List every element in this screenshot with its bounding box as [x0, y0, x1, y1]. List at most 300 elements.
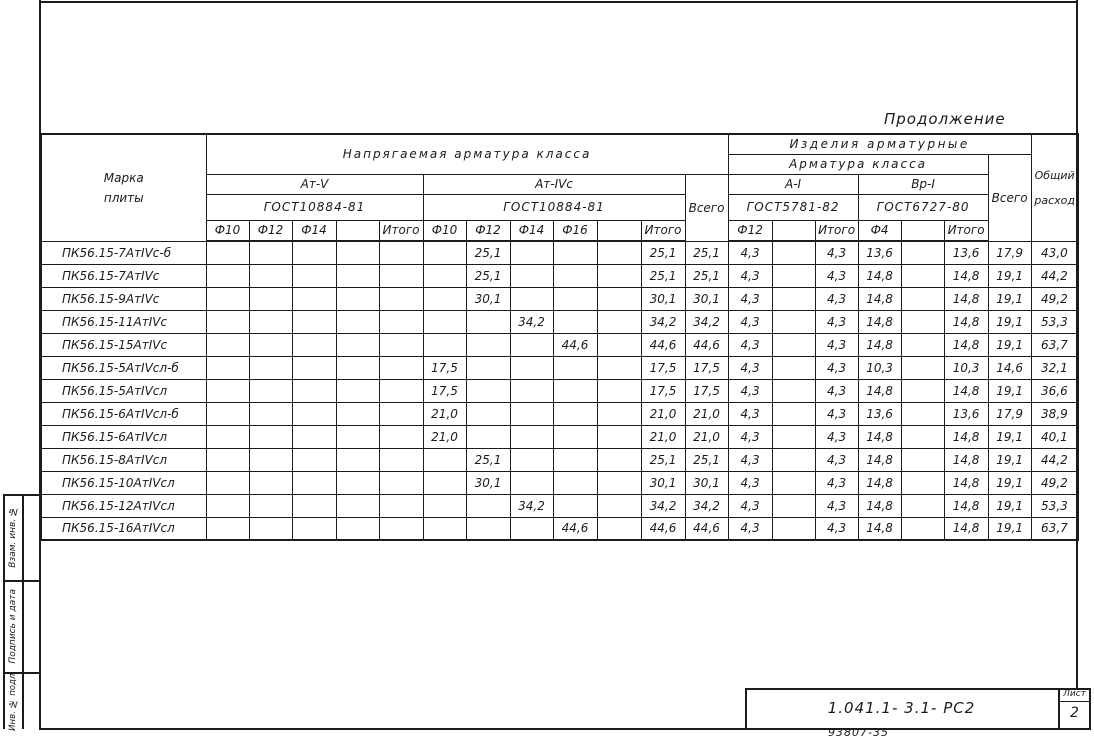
value-cell: [379, 241, 423, 264]
value-cell: [901, 494, 944, 517]
table-row: [41, 333, 1078, 356]
value-cell: [379, 310, 423, 333]
slab-mark-cell: ПК56.15-6АтIVсл: [41, 425, 206, 448]
document-designation: 1.041.1- 3.1- РС2: [827, 699, 976, 717]
value-cell: 44,2: [1031, 264, 1078, 287]
value-cell: 17,5: [423, 356, 466, 379]
slab-mark-cell: ПК56.15-9АтIVс: [41, 287, 206, 310]
value-cell: 34,2: [685, 310, 728, 333]
value-cell: 30,1: [685, 471, 728, 494]
table-row: [41, 448, 1078, 471]
value-cell: 4,3: [728, 448, 772, 471]
gost-at4c-header: ГОСТ10884-81: [423, 194, 685, 220]
frame-bottom-line: [40, 728, 1091, 730]
value-cell: [510, 379, 553, 402]
value-cell: [466, 356, 510, 379]
value-cell: 44,6: [553, 517, 597, 540]
value-cell: [292, 494, 336, 517]
value-cell: [206, 356, 249, 379]
value-cell: [379, 287, 423, 310]
value-cell: [206, 402, 249, 425]
value-cell: 14,8: [858, 287, 901, 310]
table-row: [41, 379, 1078, 402]
value-cell: [292, 379, 336, 402]
frame-top-line: [40, 1, 1078, 3]
value-cell: [249, 356, 292, 379]
value-cell: [597, 287, 641, 310]
value-cell: [772, 402, 815, 425]
value-cell: [336, 356, 379, 379]
value-cell: 4,3: [815, 356, 858, 379]
value-cell: [553, 471, 597, 494]
value-cell: 4,3: [815, 425, 858, 448]
value-cell: 25,1: [641, 448, 685, 471]
value-cell: 14,8: [858, 448, 901, 471]
value-cell: 14,8: [858, 310, 901, 333]
value-cell: [901, 471, 944, 494]
gost-at5-header: ГОСТ10884-81: [206, 194, 423, 220]
value-cell: 17,5: [685, 356, 728, 379]
value-cell: [901, 356, 944, 379]
value-cell: 21,0: [423, 425, 466, 448]
value-cell: [379, 494, 423, 517]
value-cell: [772, 287, 815, 310]
value-cell: 34,2: [641, 310, 685, 333]
value-cell: [510, 264, 553, 287]
value-cell: 14,6: [988, 356, 1031, 379]
value-cell: [597, 241, 641, 264]
value-cell: [772, 379, 815, 402]
value-cell: 13,6: [944, 241, 988, 264]
value-cell: [206, 241, 249, 264]
slab-mark-cell: ПК56.15-8АтIVсл: [41, 448, 206, 471]
value-cell: 53,3: [1031, 494, 1078, 517]
value-cell: [901, 379, 944, 402]
value-cell: [206, 425, 249, 448]
value-cell: [249, 264, 292, 287]
value-cell: [510, 287, 553, 310]
value-cell: 14,8: [858, 517, 901, 540]
value-cell: 4,3: [815, 264, 858, 287]
subcol-header: Итого: [379, 220, 423, 241]
value-cell: 4,3: [815, 333, 858, 356]
value-cell: [901, 448, 944, 471]
stamp-signature-date: [4, 580, 22, 672]
slab-mark-cell: ПК56.15-10АтIVсл: [41, 471, 206, 494]
value-cell: [379, 356, 423, 379]
subcol-header: Ф12: [466, 220, 510, 241]
stamp-divider-line: [22, 494, 24, 729]
value-cell: 4,3: [728, 379, 772, 402]
value-cell: [423, 264, 466, 287]
mark-header: [41, 134, 206, 241]
value-cell: [510, 425, 553, 448]
value-cell: 19,1: [988, 310, 1031, 333]
value-cell: 53,3: [1031, 310, 1078, 333]
value-cell: [772, 264, 815, 287]
value-cell: [292, 402, 336, 425]
value-cell: 4,3: [815, 241, 858, 264]
value-cell: 4,3: [728, 287, 772, 310]
subcol-header: Ф10: [423, 220, 466, 241]
value-cell: 19,1: [988, 333, 1031, 356]
value-cell: [423, 471, 466, 494]
value-cell: [292, 310, 336, 333]
class-a1-header: А-I: [728, 174, 858, 194]
value-cell: 17,5: [641, 356, 685, 379]
value-cell: 30,1: [685, 287, 728, 310]
slab-mark-cell: ПК56.15-5АтIVсл-б: [41, 356, 206, 379]
prestressed-header: Напрягаемая арматура класса: [206, 134, 728, 174]
value-cell: [292, 425, 336, 448]
subcol-header: Ф16: [553, 220, 597, 241]
value-cell: 21,0: [641, 402, 685, 425]
value-cell: 14,8: [858, 379, 901, 402]
subcol-header: [772, 220, 815, 241]
value-cell: 49,2: [1031, 287, 1078, 310]
value-cell: 34,2: [641, 494, 685, 517]
value-cell: [597, 356, 641, 379]
value-cell: [510, 356, 553, 379]
value-cell: 40,1: [1031, 425, 1078, 448]
value-cell: [336, 333, 379, 356]
value-cell: [206, 494, 249, 517]
value-cell: [466, 425, 510, 448]
value-cell: 63,7: [1031, 517, 1078, 540]
value-cell: 19,1: [988, 425, 1031, 448]
value-cell: [553, 425, 597, 448]
value-cell: [379, 425, 423, 448]
value-cell: [336, 264, 379, 287]
slab-mark-cell: ПК56.15-5АтIVсл: [41, 379, 206, 402]
value-cell: 25,1: [466, 241, 510, 264]
value-cell: [901, 425, 944, 448]
value-cell: [553, 241, 597, 264]
mark-header-label: Марка плиты: [103, 170, 144, 205]
value-cell: [249, 448, 292, 471]
value-cell: [379, 402, 423, 425]
value-cell: [423, 494, 466, 517]
table-row: [41, 402, 1078, 425]
value-cell: [249, 425, 292, 448]
value-cell: 25,1: [685, 264, 728, 287]
value-cell: 25,1: [466, 264, 510, 287]
value-cell: [553, 494, 597, 517]
value-cell: [772, 471, 815, 494]
value-cell: 30,1: [641, 471, 685, 494]
stamp-replace-inv: [4, 494, 22, 580]
value-cell: [423, 333, 466, 356]
value-cell: [510, 517, 553, 540]
value-cell: [901, 310, 944, 333]
value-cell: [553, 379, 597, 402]
value-cell: 21,0: [685, 425, 728, 448]
value-cell: [206, 287, 249, 310]
value-cell: [466, 379, 510, 402]
value-cell: 10,3: [944, 356, 988, 379]
table-row: [41, 425, 1078, 448]
table-row: [41, 356, 1078, 379]
value-cell: [336, 471, 379, 494]
value-cell: 19,1: [988, 517, 1031, 540]
value-cell: 14,8: [944, 379, 988, 402]
subcol-header: Ф12: [728, 220, 772, 241]
total-consumption-label: Общий расход: [1034, 168, 1075, 207]
value-cell: [597, 494, 641, 517]
value-cell: 4,3: [728, 494, 772, 517]
value-cell: 44,6: [641, 517, 685, 540]
value-cell: 19,1: [988, 287, 1031, 310]
value-cell: [901, 264, 944, 287]
value-cell: 21,0: [641, 425, 685, 448]
table-row: [41, 310, 1078, 333]
slab-mark-cell: ПК56.15-12АтIVсл: [41, 494, 206, 517]
value-cell: 30,1: [466, 471, 510, 494]
value-cell: 4,3: [815, 494, 858, 517]
value-cell: 13,6: [944, 402, 988, 425]
stamp-signature-date-label: Подпись и дата: [8, 588, 18, 664]
subcol-header: Итого: [641, 220, 685, 241]
header-row-1: [41, 134, 1078, 154]
value-cell: [901, 287, 944, 310]
table-body: [41, 241, 1078, 540]
value-cell: [772, 517, 815, 540]
value-cell: [772, 494, 815, 517]
value-cell: 14,8: [944, 333, 988, 356]
value-cell: [336, 402, 379, 425]
table-row: [41, 241, 1078, 264]
prestressed-total-header: Всего: [685, 174, 728, 241]
value-cell: 38,9: [1031, 402, 1078, 425]
value-cell: [379, 333, 423, 356]
value-cell: [772, 310, 815, 333]
slab-mark-cell: ПК56.15-7АтIVс: [41, 264, 206, 287]
value-cell: [553, 264, 597, 287]
value-cell: [597, 379, 641, 402]
value-cell: 19,1: [988, 494, 1031, 517]
slab-mark-cell: ПК56.15-6АтIVсл-б: [41, 402, 206, 425]
reinforcement-table: [40, 133, 1079, 541]
subcol-header: [901, 220, 944, 241]
value-cell: [510, 333, 553, 356]
slab-mark-cell: ПК56.15-15АтIVс: [41, 333, 206, 356]
stamp-replace-inv-label: Взам. инв. №: [8, 506, 18, 568]
value-cell: [292, 517, 336, 540]
value-cell: 17,5: [641, 379, 685, 402]
value-cell: 14,8: [858, 333, 901, 356]
value-cell: [466, 310, 510, 333]
value-cell: [292, 241, 336, 264]
slab-mark-cell: ПК56.15-7АтIVс-б: [41, 241, 206, 264]
value-cell: 34,2: [510, 310, 553, 333]
value-cell: [206, 264, 249, 287]
value-cell: [249, 333, 292, 356]
value-cell: 25,1: [466, 448, 510, 471]
value-cell: [901, 517, 944, 540]
subcol-header: Ф10: [206, 220, 249, 241]
value-cell: [206, 448, 249, 471]
value-cell: 19,1: [988, 448, 1031, 471]
value-cell: 17,9: [988, 402, 1031, 425]
slab-mark-cell: ПК56.15-16АтIVсл: [41, 517, 206, 540]
value-cell: [772, 333, 815, 356]
value-cell: [597, 333, 641, 356]
value-cell: [597, 264, 641, 287]
value-cell: [336, 494, 379, 517]
value-cell: 4,3: [815, 379, 858, 402]
value-cell: [292, 471, 336, 494]
value-cell: 14,8: [858, 494, 901, 517]
gost-vr1-header: ГОСТ6727-80: [858, 194, 988, 220]
value-cell: 17,9: [988, 241, 1031, 264]
value-cell: 14,8: [944, 310, 988, 333]
table-row: [41, 471, 1078, 494]
value-cell: 13,6: [858, 402, 901, 425]
gost-a1-header: ГОСТ5781-82: [728, 194, 858, 220]
value-cell: [772, 241, 815, 264]
sheet-number: 2: [1070, 705, 1079, 721]
value-cell: 14,8: [944, 448, 988, 471]
value-cell: [553, 356, 597, 379]
value-cell: [772, 448, 815, 471]
value-cell: 14,8: [944, 471, 988, 494]
value-cell: 4,3: [728, 471, 772, 494]
value-cell: [379, 379, 423, 402]
value-cell: 14,8: [944, 264, 988, 287]
value-cell: [379, 448, 423, 471]
value-cell: 4,3: [728, 333, 772, 356]
value-cell: [423, 287, 466, 310]
class-at5-header: Ат-V: [206, 174, 423, 194]
value-cell: [206, 517, 249, 540]
subcol-header: Ф4: [858, 220, 901, 241]
value-cell: 25,1: [685, 241, 728, 264]
value-cell: [466, 517, 510, 540]
class-at4c-header: Ат-IVс: [423, 174, 685, 194]
value-cell: [249, 402, 292, 425]
value-cell: [206, 333, 249, 356]
value-cell: [249, 241, 292, 264]
value-cell: 34,2: [510, 494, 553, 517]
value-cell: [249, 471, 292, 494]
value-cell: 4,3: [815, 402, 858, 425]
value-cell: [206, 310, 249, 333]
value-cell: [597, 425, 641, 448]
value-cell: 4,3: [815, 448, 858, 471]
value-cell: 4,3: [815, 517, 858, 540]
class-vr1-header: Вр-I: [858, 174, 988, 194]
value-cell: 44,6: [553, 333, 597, 356]
value-cell: [466, 494, 510, 517]
value-cell: [249, 310, 292, 333]
title-block-top-line: [745, 688, 1091, 690]
value-cell: [336, 287, 379, 310]
value-cell: [553, 310, 597, 333]
value-cell: 34,2: [685, 494, 728, 517]
value-cell: 25,1: [685, 448, 728, 471]
value-cell: [901, 333, 944, 356]
rebar-class-header: Арматура класса: [728, 154, 988, 174]
subcol-header: Ф14: [292, 220, 336, 241]
value-cell: 4,3: [728, 264, 772, 287]
value-cell: [597, 517, 641, 540]
value-cell: 19,1: [988, 471, 1031, 494]
value-cell: 14,8: [944, 425, 988, 448]
value-cell: [553, 448, 597, 471]
table-row: [41, 287, 1078, 310]
value-cell: [292, 333, 336, 356]
items-total-header: Всего: [988, 154, 1031, 241]
value-cell: 44,6: [641, 333, 685, 356]
value-cell: [249, 379, 292, 402]
value-cell: [772, 356, 815, 379]
value-cell: 4,3: [728, 310, 772, 333]
value-cell: [206, 379, 249, 402]
value-cell: [292, 287, 336, 310]
subcol-header: Ф12: [249, 220, 292, 241]
subcol-header: Ф14: [510, 220, 553, 241]
value-cell: 30,1: [641, 287, 685, 310]
value-cell: 4,3: [728, 241, 772, 264]
value-cell: 49,2: [1031, 471, 1078, 494]
value-cell: [379, 517, 423, 540]
value-cell: [553, 402, 597, 425]
value-cell: [292, 356, 336, 379]
value-cell: [510, 241, 553, 264]
value-cell: [423, 448, 466, 471]
value-cell: 44,2: [1031, 448, 1078, 471]
value-cell: 10,3: [858, 356, 901, 379]
value-cell: [510, 448, 553, 471]
value-cell: [423, 241, 466, 264]
value-cell: [466, 333, 510, 356]
products-header: Изделия арматурные: [728, 134, 1031, 154]
value-cell: [336, 241, 379, 264]
value-cell: [772, 425, 815, 448]
value-cell: 4,3: [728, 425, 772, 448]
value-cell: 4,3: [815, 471, 858, 494]
value-cell: 4,3: [815, 287, 858, 310]
value-cell: 30,1: [466, 287, 510, 310]
value-cell: 43,0: [1031, 241, 1078, 264]
value-cell: [423, 517, 466, 540]
value-cell: 32,1: [1031, 356, 1078, 379]
continuation-label: Продолжение: [884, 110, 1006, 128]
value-cell: 14,8: [944, 494, 988, 517]
value-cell: 4,3: [728, 517, 772, 540]
value-cell: [206, 471, 249, 494]
value-cell: 4,3: [728, 356, 772, 379]
value-cell: [510, 471, 553, 494]
table-row: [41, 517, 1078, 540]
value-cell: [423, 310, 466, 333]
value-cell: 21,0: [685, 402, 728, 425]
sheet-label: Лист: [1063, 689, 1086, 699]
slab-mark-cell: ПК56.15-11АтIVс: [41, 310, 206, 333]
sheet-cell-hline: [1058, 701, 1090, 702]
value-cell: [379, 264, 423, 287]
value-cell: 13,6: [858, 241, 901, 264]
value-cell: 17,5: [685, 379, 728, 402]
value-cell: [597, 448, 641, 471]
value-cell: [466, 402, 510, 425]
value-cell: [249, 517, 292, 540]
value-cell: [336, 379, 379, 402]
value-cell: [597, 471, 641, 494]
value-cell: [510, 402, 553, 425]
stamp-orig-inv-label: Инв. № подл.: [8, 670, 18, 731]
value-cell: 14,8: [858, 264, 901, 287]
